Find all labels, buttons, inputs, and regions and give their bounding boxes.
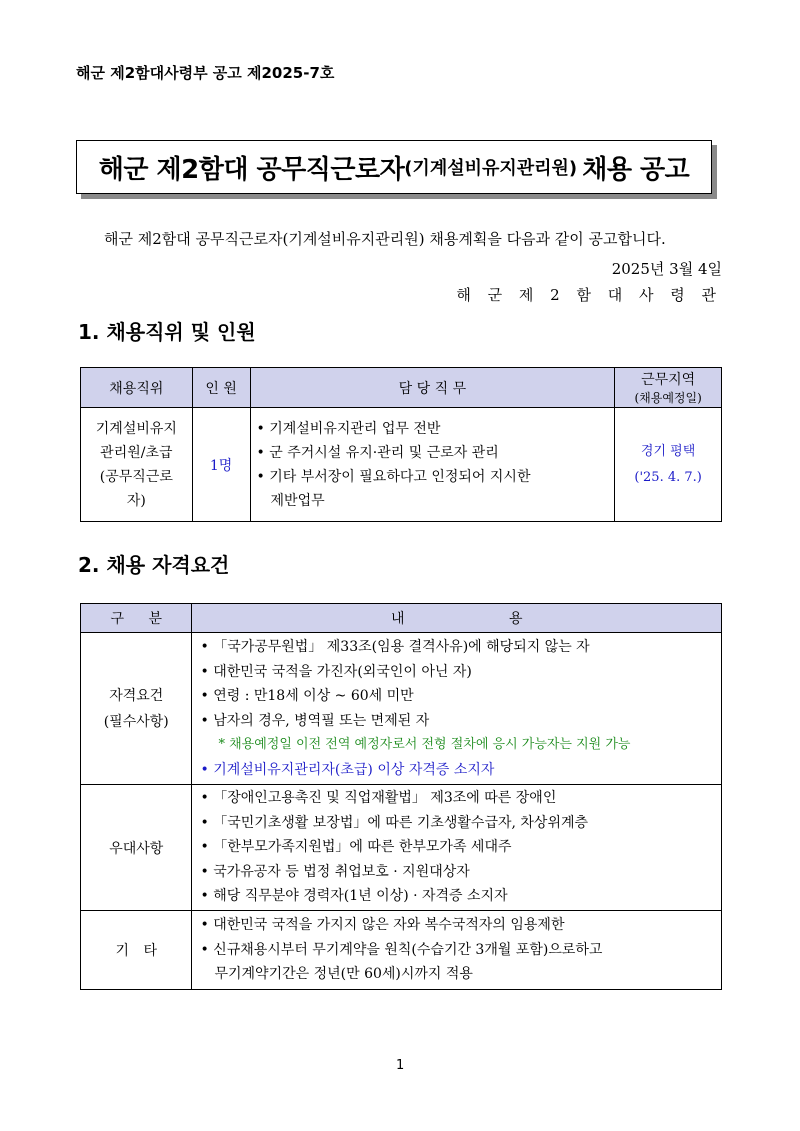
content-cell (192, 633, 722, 785)
requirement-note: * 채용예정일 이전 전역 예정자로서 전형 절차에 응시 가능자는 지원 가능 (218, 737, 631, 752)
requirement-item: • 연령 : 만18세 이상 ~ 60세 미만 (200, 688, 414, 704)
section1-heading: 1. 채용직위 및 인원 (78, 320, 256, 344)
title-main-prefix: 해군 제2함대 공무직근로자 (98, 154, 405, 185)
duty-item: • 기타 부서장이 필요하다고 인정되어 지시한 (256, 468, 531, 485)
page-number: 1 (396, 1058, 405, 1073)
title-box (76, 140, 712, 194)
duty-item: • 기계설비유지관리 업무 전반 (256, 420, 441, 437)
position-line: 기계설비유지 (95, 420, 177, 437)
table-row (81, 911, 722, 990)
header-location-line2: (채용예정일) (634, 391, 702, 405)
position-line: 자) (126, 492, 146, 509)
requirement-item: • 대한민국 국적을 가진자(외국인이 아닌 자) (200, 663, 472, 680)
position-line: (공무직근로 (99, 468, 173, 485)
duty-item: 제반업무 (270, 492, 325, 509)
header-location (615, 368, 722, 408)
category-label: 자격요건 (109, 687, 164, 704)
start-date: ('25. 4. 7.) (634, 469, 702, 485)
section2-heading: 2. 채용 자격요건 (78, 553, 230, 577)
category-sublabel: (필수사항) (103, 713, 169, 730)
category-cell (81, 633, 192, 785)
preference-item: • 국가유공자 등 법정 취업보호 · 지원대상자 (200, 863, 470, 880)
other-item: • 대한민국 국적을 가지지 않은 자와 복수국적자의 임용제한 (200, 917, 565, 934)
table-row (81, 408, 722, 522)
location: 경기 평택 (640, 443, 696, 459)
count-cell: 1명 (192, 408, 250, 522)
qualifications-header-row (81, 604, 722, 633)
preference-item: • 해당 직무분야 경력자(1년 이상) · 자격증 소지자 (200, 888, 508, 905)
document-number: 해군 제2함대사령부 공고 제2025-7호 (76, 64, 335, 82)
duty-item: • 군 주거시설 유지·관리 및 근로자 관리 (256, 444, 499, 461)
duties-cell (250, 408, 615, 522)
title-sub: (기계설비유지관리원) (404, 158, 578, 179)
position-line: 관리원/초급 (100, 444, 173, 461)
intro-text: 해군 제2함대 공무직근로자(기계설비유지관리원) 채용계획을 다음과 같이 공고합니다. (104, 230, 666, 248)
header-position: 채용직위 (81, 368, 193, 408)
location-cell (615, 408, 722, 522)
preference-item: • 「한부모가족지원법」에 따른 한부모가족 세대주 (200, 839, 512, 856)
requirement-item: • 남자의 경우, 병역필 또는 면제된 자 (200, 712, 430, 729)
header-count: 인 원 (192, 368, 250, 408)
header-content: 내 용 (192, 604, 722, 633)
category-cell: 우대사항 (81, 785, 192, 911)
table-row (81, 785, 722, 911)
content-cell (192, 785, 722, 911)
positions-table (80, 367, 722, 522)
requirement-highlight: • 기계설비유지관리자(초급) 이상 자격증 소지자 (200, 761, 495, 778)
other-item: • 신규채용시부터 무기계약을 원칙(수습기간 3개월 포함)으로하고 (200, 941, 603, 958)
announcement-date: 2025년 3월 4일 (611, 260, 722, 278)
preference-item: • 「국민기초생활 보장법」에 따른 기초생활수급자, 차상위계층 (200, 814, 589, 831)
position-cell (81, 408, 193, 522)
header-duties: 담 당 직 무 (250, 368, 615, 408)
positions-header-row (81, 368, 722, 408)
category-cell: 기 타 (81, 911, 192, 990)
preference-item: • 「장애인고용촉진 및 직업재활법」 제3조에 따른 장애인 (200, 790, 557, 807)
qualifications-table (80, 603, 722, 990)
title-main-suffix: 채용 공고 (582, 154, 690, 185)
other-item: 무기계약기간은 정년(만 60세)시까지 적용 (214, 966, 473, 983)
content-cell (192, 911, 722, 990)
table-row (81, 633, 722, 785)
header-location-line1: 근무지역 (641, 372, 696, 388)
issuer: 해 군 제 2 함 대 사 령 관 (456, 286, 722, 304)
requirement-item: • 「국가공무원법」 제33조(임용 결격사유)에 해당되지 않는 자 (200, 639, 590, 655)
header-category: 구 분 (81, 604, 192, 633)
